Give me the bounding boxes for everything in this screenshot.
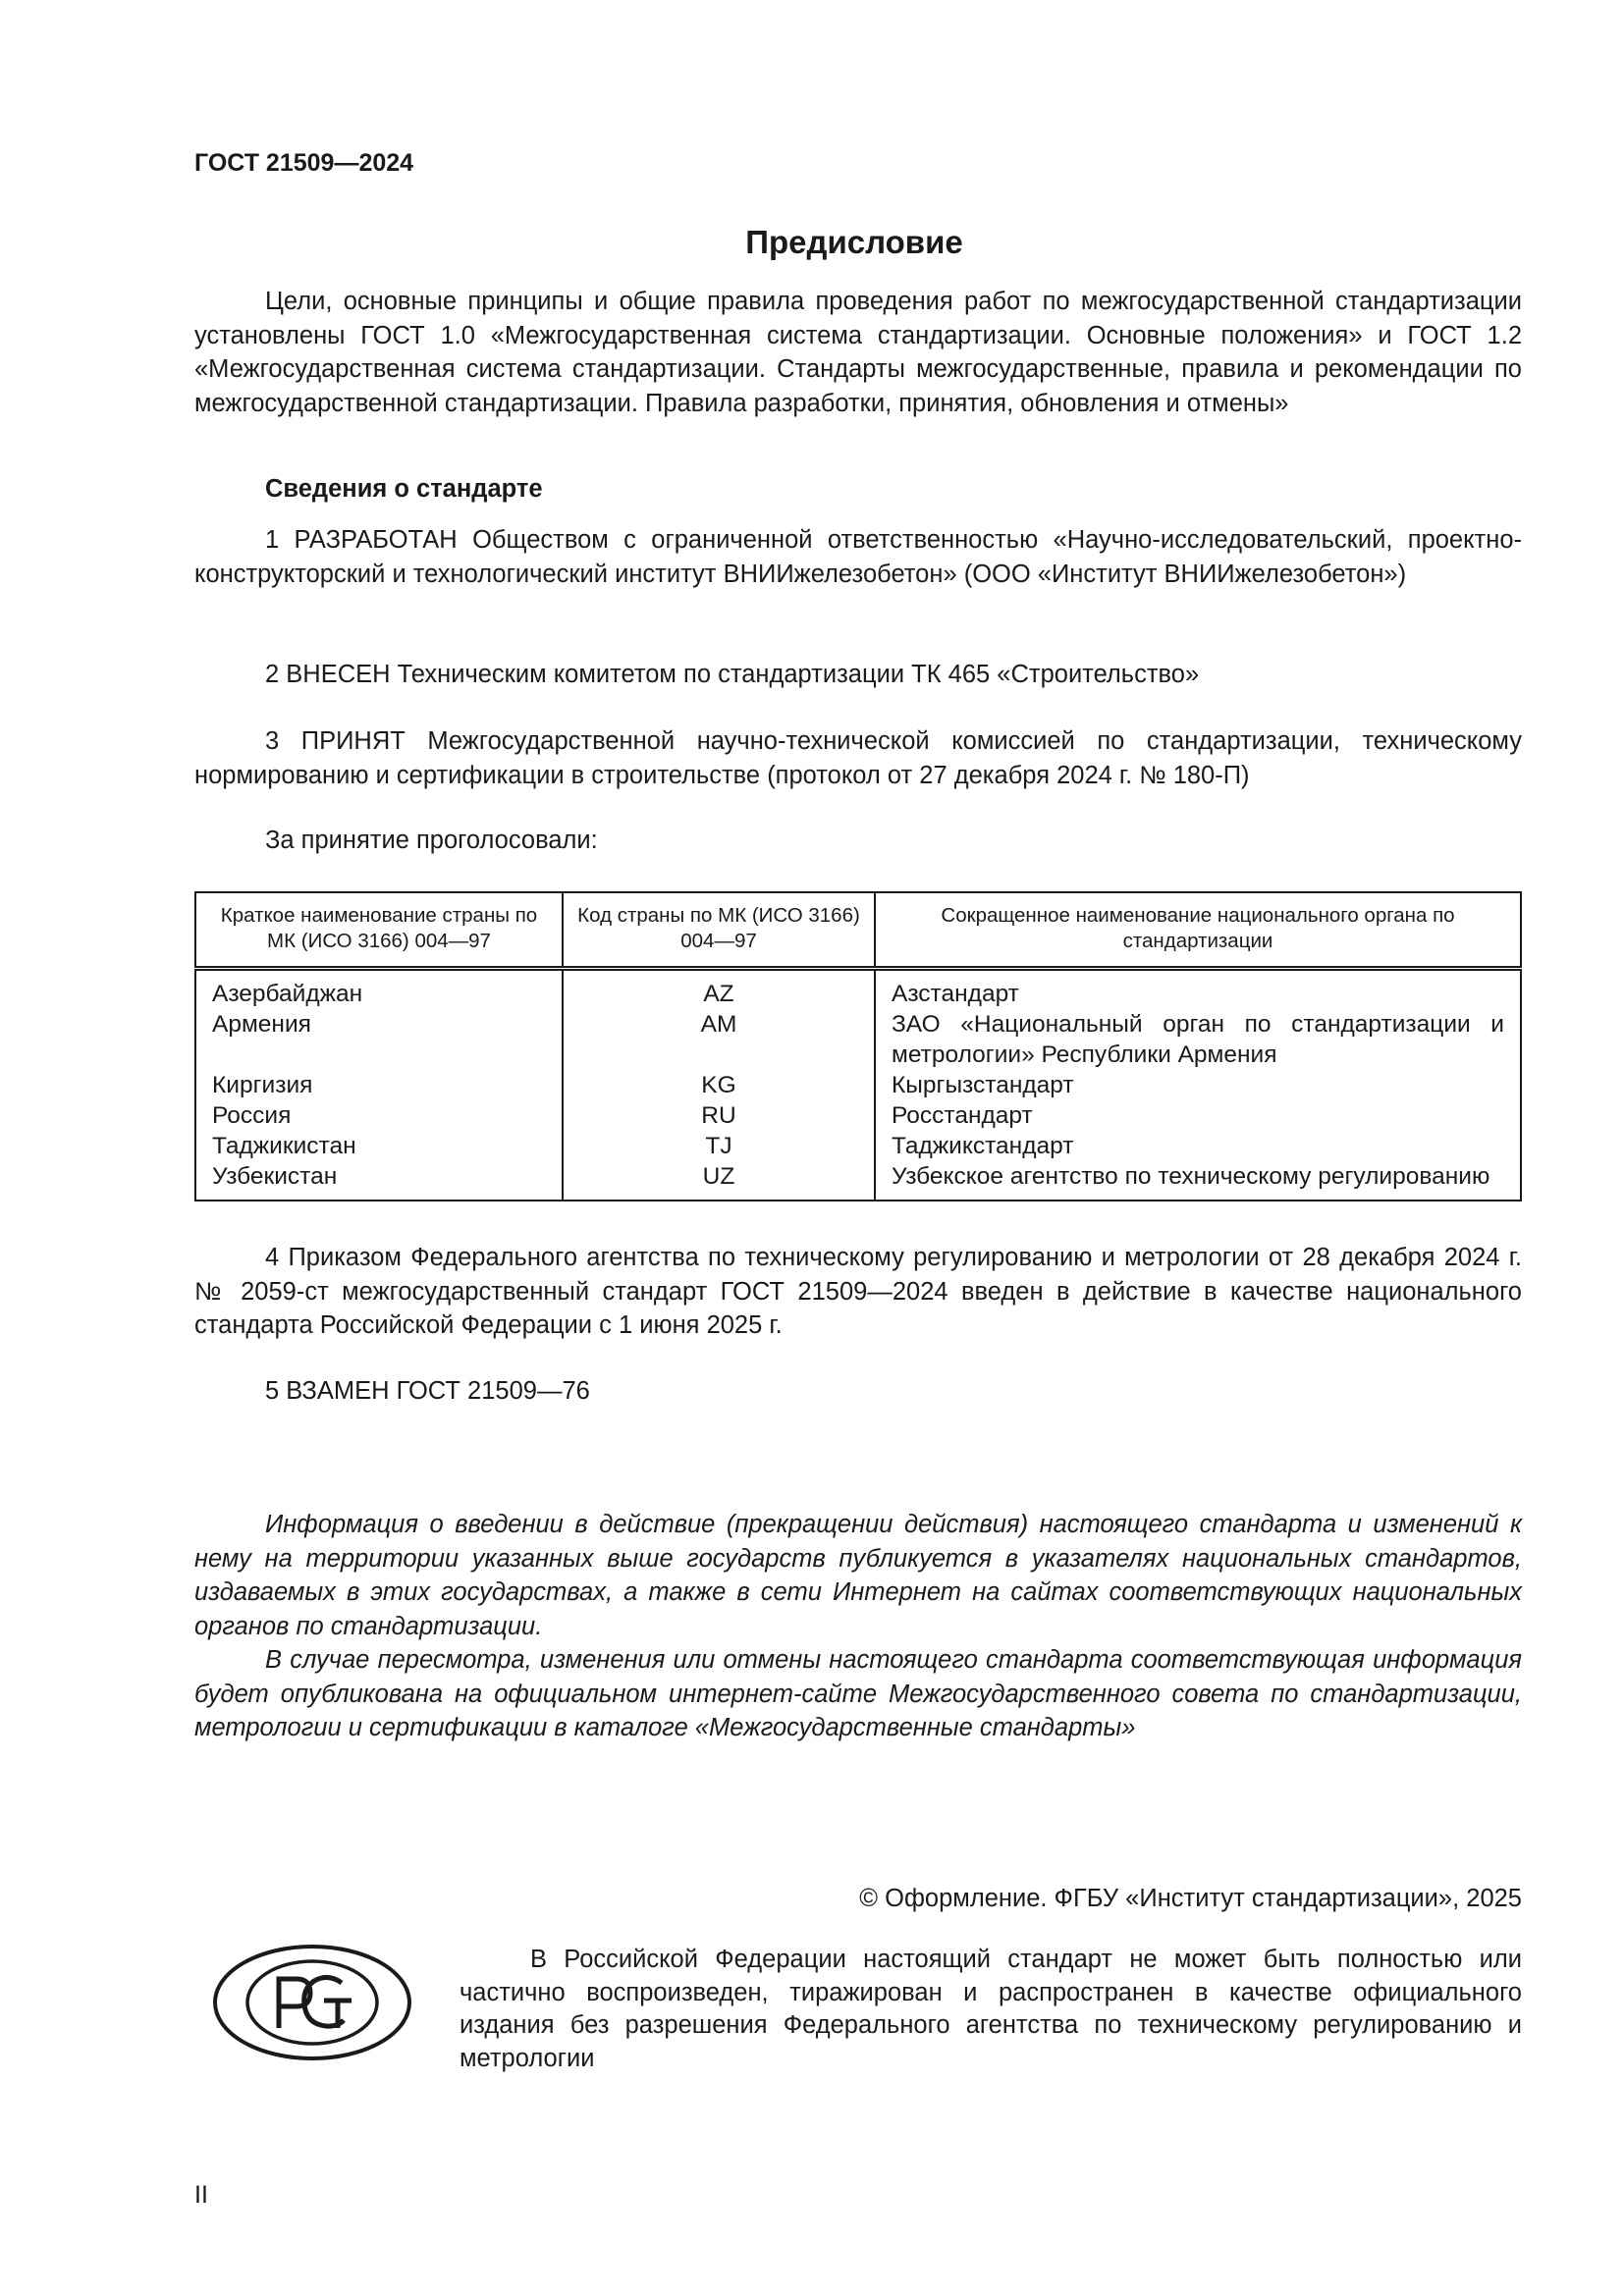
page-title: Предисловие <box>745 224 963 260</box>
header-national-body: Сокращенное наименование национального органа по стандартизации <box>875 892 1521 969</box>
item-replaces: 5 ВЗАМЕН ГОСТ 21509—76 <box>265 1377 590 1405</box>
item-1-block <box>194 523 1522 591</box>
country-code: AZ <box>563 969 875 1010</box>
national-body: ЗАО «Национальный орган по стандартизации и метрологии» Республики Армения <box>892 1011 1504 1068</box>
table-row <box>195 1100 1521 1131</box>
national-body: Азстандарт <box>892 981 1019 1007</box>
rst-logo-icon <box>212 1944 412 2061</box>
item-5-block <box>194 1374 1522 1409</box>
voting-table <box>194 891 1522 1201</box>
table-row <box>195 1009 1521 1070</box>
item-adopted: 3 ПРИНЯТ Межгосударственной научно-технической комиссией по стандартизации, техническому нормированию и сертификации в строительстве (протокол от 27 декабря 2024 г. № 180-П) <box>194 727 1522 789</box>
header-country-code: Код страны по МК (ИСО 3166) 004—97 <box>563 892 875 969</box>
country-name: Киргизия <box>195 1070 563 1100</box>
table-row <box>195 1131 1521 1161</box>
country-code: KG <box>563 1070 875 1100</box>
page-number: II <box>194 2181 208 2209</box>
item-submitted: 2 ВНЕСЕН Техническим комитетом по стандартизации ТК 465 «Строительство» <box>265 661 1200 688</box>
item-4-block <box>194 1241 1522 1343</box>
intro-paragraph: Цели, основные принципы и общие правила проведения работ по межгосударственной стандартизации установлены ГОСТ 1.0 «Межгосударственная система стандартизации. Основные положения» и ГОСТ 1.2 «Межгосударственная система стандартизации. Стандарты межгосударственные, правила и рекомендации по межгосударственной стандартизации. Правила разработки, принятия, обновления и отмены» <box>194 288 1522 417</box>
publication-info-paragraph-1: Информация о введении в действие (прекращении действия) настоящего стандарта и изменений к нему на территории указанных выше государств публикуется в указателях национальных стандартов, издаваемых в этих государствах, а также в сети Интернет на сайтах соответствующих национальных органов по стандартизации. <box>194 1511 1522 1640</box>
table-row <box>195 969 1521 1010</box>
intro-block <box>194 285 1522 420</box>
header-country-name: Краткое наименование страны по МК (ИСО 3166) 004—97 <box>195 892 563 969</box>
copyright-notice: В Российской Федерации настоящий стандарт не может быть полностью или частично воспроизведен, тиражирован и распространен в качестве официального издания без разрешения Федерального агентства по техническому регулированию и метрологии <box>460 1946 1522 2072</box>
country-name: Россия <box>195 1100 563 1131</box>
item-3-block <box>194 724 1522 792</box>
table-row <box>195 1070 1521 1100</box>
country-name: Таджикистан <box>195 1131 563 1161</box>
country-code: RU <box>563 1100 875 1131</box>
country-code: UZ <box>563 1161 875 1201</box>
item-developed: 1 РАЗРАБОТАН Обществом с ограниченной ответственностью «Научно-исследовательский, проектно-конструкторский и технологический институт ВНИИжелезобетон» (ООО «Институт ВНИИжелезобетон») <box>194 526 1522 588</box>
country-code: TJ <box>563 1131 875 1161</box>
table-header-row <box>195 892 1521 969</box>
country-name: Азербайджан <box>195 969 563 1010</box>
publication-info-block <box>194 1508 1522 1745</box>
country-code: AM <box>563 1009 875 1070</box>
country-name: Узбекистан <box>195 1161 563 1201</box>
national-body: Таджикстандарт <box>892 1133 1074 1159</box>
voted-label: За принятие проголосовали: <box>265 827 598 854</box>
standard-info-heading: Сведения о стандарте <box>265 475 543 503</box>
country-name: Армения <box>195 1009 563 1070</box>
document-code: ГОСТ 21509—2024 <box>194 149 414 177</box>
publication-info-paragraph-2: В случае пересмотра, изменения или отмены настоящего стандарта соответствующая информация будет опубликована на официальном интернет-сайте Межгосударственного совета по стандартизации, метрологии и сертификации в каталоге «Межгосударственные стандарты» <box>194 1646 1522 1741</box>
national-body: Узбекское агентство по техническому регулированию <box>892 1163 1490 1190</box>
copyright-line: © Оформление. ФГБУ «Институт стандартизации», 2025 <box>859 1885 1522 1912</box>
item-2-block <box>194 658 1522 692</box>
national-body: Кыргызстандарт <box>892 1072 1074 1098</box>
table-row <box>195 1161 1521 1201</box>
national-body: Росстандарт <box>892 1102 1033 1129</box>
item-enacted: 4 Приказом Федерального агентства по техническому регулированию и метрологии от 28 декабря 2024 г. № 2059-ст межгосударственный стандарт ГОСТ 21509—2024 введен в действие в качестве национального стандарта Российской Федерации с 1 июня 2025 г. <box>194 1244 1522 1339</box>
